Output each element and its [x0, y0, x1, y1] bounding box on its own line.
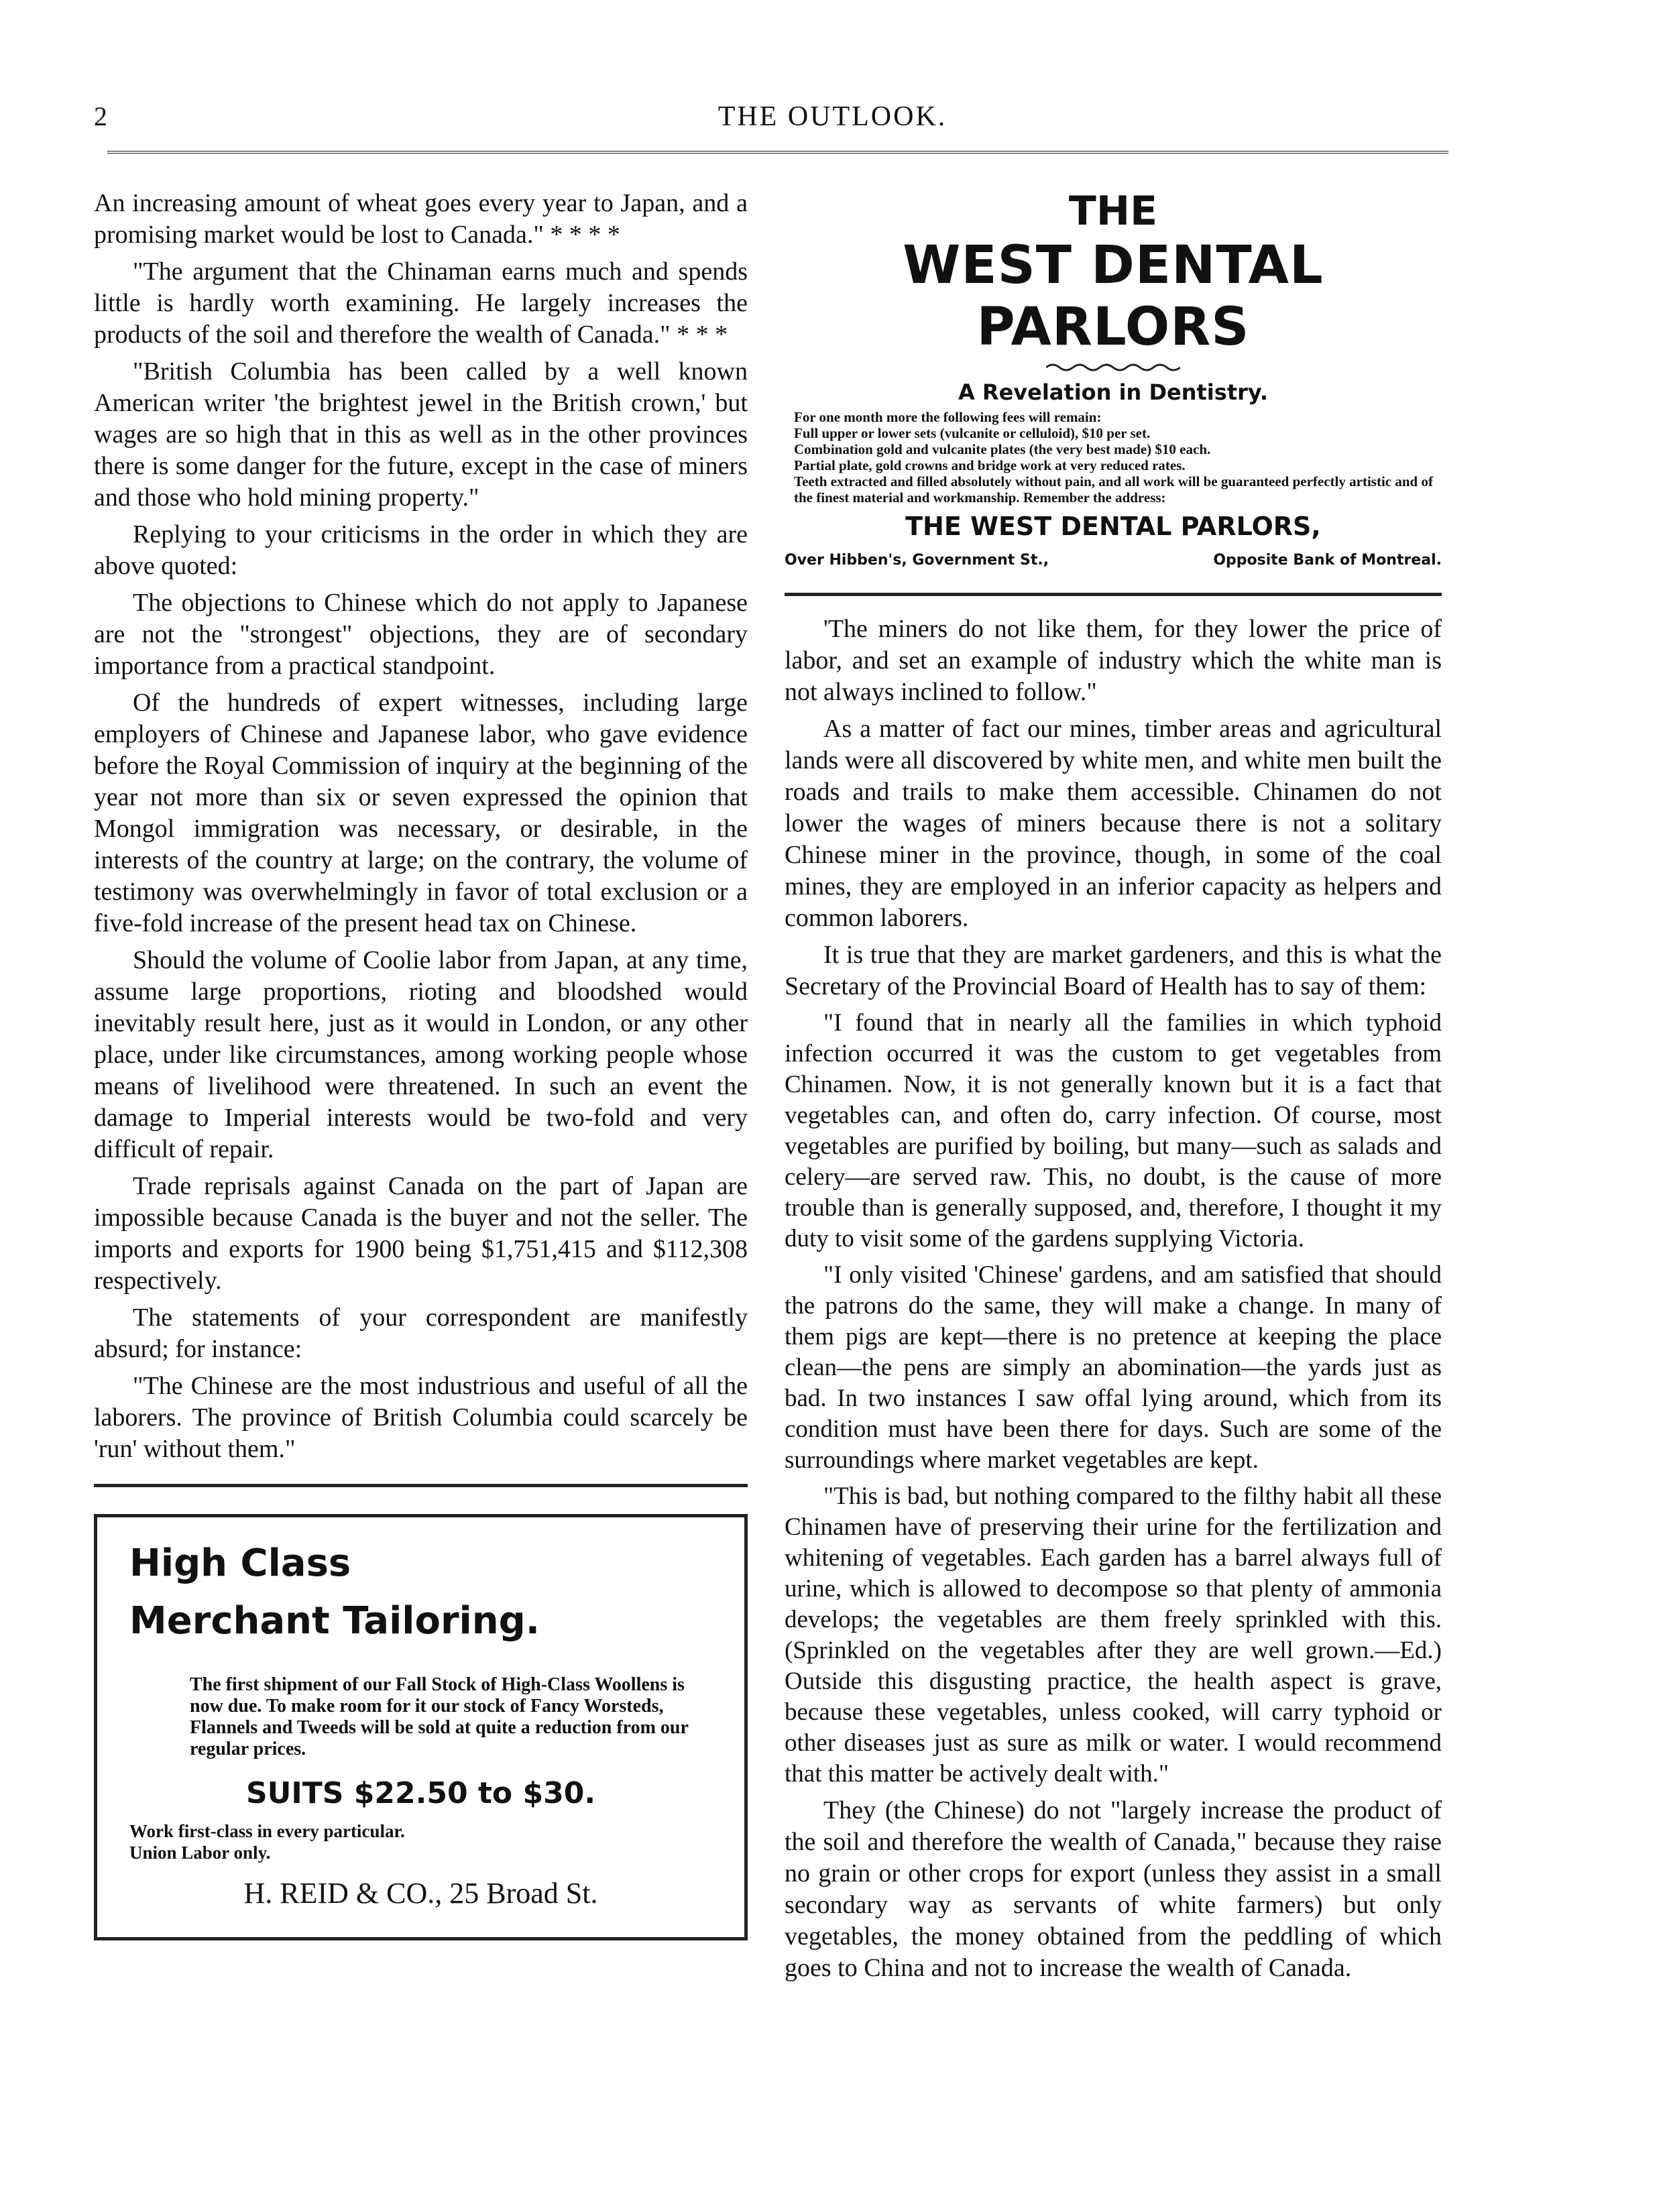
page-number: 2	[94, 101, 107, 131]
dental-line-5: Teeth extracted and filled absolutely without pain, and all work will be guaranteed perfectly artistic and of the finest material and workmanship. Remember the address:	[794, 473, 1433, 506]
work-line-1: Work first-class in every particular.	[129, 1821, 405, 1841]
tailoring-advertisement	[94, 1514, 748, 1940]
left-paragraph-6: Of the hundreds of expert witnesses, including large employers of Chinese and Japanese labor, who gave evidence before the Royal Commission of inquiry at the beginning of the year not more than six or seven expressed the opinion that Mongol immigration was necessary, or desirable, in the interests of the country at large; on the contrary, the volume of testimony was overwhelmingly in favor of total exclusion or a five-fold increase of the present head tax on Chinese.	[94, 689, 748, 937]
left-paragraph-4: Replying to your criticisms in the order in which they are above quoted:	[94, 520, 748, 580]
dental-line-1: For one month more the following fees will remain:	[794, 409, 1102, 425]
left-paragraph-10: "The Chinese are the most industrious and useful of all the laborers. The province of British Columbia could scarcely be 'run' without them."	[94, 1372, 748, 1463]
dental-address	[785, 547, 1442, 574]
ornament-squiggle-icon	[1046, 362, 1180, 373]
work-line-2: Union Labor only.	[129, 1843, 271, 1863]
tailor-headline-1: High Class	[129, 1541, 351, 1585]
running-title: THE OUTLOOK.	[717, 101, 948, 132]
right-section-rule	[785, 593, 1442, 596]
right-paragraph-7: They (the Chinese) do not "largely increase the product of the soil and therefore the wealth of Canada," because they raise no grain or other crops for export (unless they assist in a small secondary way as servants of white farmers) but only vegetables, the money obtained from the peddling of which goes to China and not to increase the wealth of Canada.	[785, 1796, 1442, 1982]
section-rule	[94, 1484, 748, 1487]
dental-line-2: Full upper or lower sets (vulcanite or celluloid), $10 per set.	[794, 425, 1151, 441]
left-paragraph-1: An increasing amount of wheat goes every year to Japan, and a promising market would be lost to Canada." * * * *	[94, 189, 748, 249]
header-rule	[107, 151, 1448, 154]
dental-address-left: Over Hibben's, Government St.,	[785, 552, 1049, 569]
left-paragraph-8: Trade reprisals against Canada on the part of Japan are impossible because Canada is the buyer and not the seller. The imports and exports for 1900 being $1,751,415 and $112,308 respectively.	[94, 1172, 748, 1295]
dental-name: WEST DENTAL PARLORS	[903, 235, 1324, 357]
right-paragraph-5: "I only visited 'Chinese' gardens, and am satisfied that should the patrons do the same, they will make a change. In many of them pigs are kept—there is no pretence at keeping the place clean—the pens are simply an abomination—the yards just as bad. In two instances I saw offal lying around, which from its condition must have been there for days. Such are some of the surroundings where market vegetables are kept.	[785, 1261, 1442, 1474]
left-paragraph-7: Should the volume of Coolie labor from Japan, at any time, assume large proportions, rioting and bloodshed would inevitably result here, just as it would in London, or any other place, under like circumstances, among working people whose means of livelihood were threatened. In such an event the damage to Imperial interests would be two-fold and very difficult of repair.	[94, 946, 748, 1163]
dental-subtitle: A Revelation in Dentistry.	[958, 380, 1268, 405]
dental-advertisement	[785, 188, 1442, 574]
left-column	[94, 188, 748, 1940]
left-paragraph-9: The statements of your correspondent are manifestly absurd; for instance:	[94, 1303, 748, 1363]
right-paragraph-4: "I found that in nearly all the families in which typhoid infection occurred it was the custom to get vegetables from Chinamen. Now, it is not generally known but it is a fact that vegetables can, and often do, carry infection. Of course, most vegetables are purified by boiling, but many—such as salads and celery—are served raw. This, no doubt, is the cause of more trouble than is generally supposed, and, therefore, I thought it my duty to visit some of the gardens supplying Victoria.	[785, 1009, 1442, 1253]
right-column	[785, 188, 1442, 1989]
tailor-firm: H. REID & CO., 25 Broad St.	[243, 1877, 598, 1910]
right-paragraph-1: 'The miners do not like them, for they lower the price of labor, and set an example of industry which the white man is not always inclined to follow."	[785, 615, 1442, 706]
dental-the: THE	[1068, 188, 1158, 235]
suits-price: SUITS $22.50 to $30.	[245, 1776, 596, 1810]
left-paragraph-5: The objections to Chinese which do not apply to Japanese are not the "strongest" objections, they are of secondary importance from a practical standpoint.	[94, 589, 748, 680]
left-paragraph-2: "The argument that the Chinaman earns much and spends little is hardly worth examining. He largely increases the products of the soil and therefore the wealth of Canada." * * *	[94, 257, 748, 349]
dental-line-3: Combination gold and vulcanite plates (the very best made) $10 each.	[794, 441, 1211, 457]
dental-fee-list	[785, 409, 1442, 506]
dental-line-4: Partial plate, gold crowns and bridge work at very reduced rates.	[794, 457, 1186, 473]
dental-address-right: Opposite Bank of Montreal.	[1213, 552, 1442, 569]
tailor-body: The first shipment of our Fall Stock of High-Class Woollens is now due. To make room for it our stock of Fancy Worsteds, Flannels and Tweeds will be sold at quite a reduction from our regular prices.	[190, 1674, 689, 1759]
right-paragraph-3: It is true that they are market gardeners, and this is what the Secretary of the Provincial Board of Health has to say of them:	[785, 941, 1442, 1000]
right-paragraph-6: "This is bad, but nothing compared to the filthy habit all these Chinamen have of preserving their urine for the fertilization and whitening of vegetables. Each garden has a barrel always full of urine, which is allowed to decompose so that plenty of ammonia develops; the vegetables are them freely sprinkled with this. (Sprinkled on the vegetables after they are well grown.—Ed.) Outside this disgusting practice, the health aspect is grave, because these vegetables, unless cooked, will carry typhoid or other diseases just as sure as milk or water. I would recommend that this matter be actively dealt with."	[785, 1482, 1442, 1788]
left-paragraph-3: "British Columbia has been called by a well known American writer 'the brightest jewel in the British crown,' but wages are so high that in this as well as in the other provinces there is some danger for the future, except in the case of miners and those who hold mining property."	[94, 357, 748, 512]
right-paragraph-2: As a matter of fact our mines, timber areas and agricultural lands were all discovered by white men, and white men built the roads and trails to make them accessible. Chinamen do not lower the wages of miners because there is not a solitary Chinese miner in the province, though, in some of the coal mines, they are employed in an inferior capacity as helpers and common laborers.	[785, 715, 1442, 932]
dental-name-repeat: THE WEST DENTAL PARLORS,	[905, 512, 1321, 541]
tailor-headline-2: Merchant Tailoring.	[129, 1599, 540, 1643]
